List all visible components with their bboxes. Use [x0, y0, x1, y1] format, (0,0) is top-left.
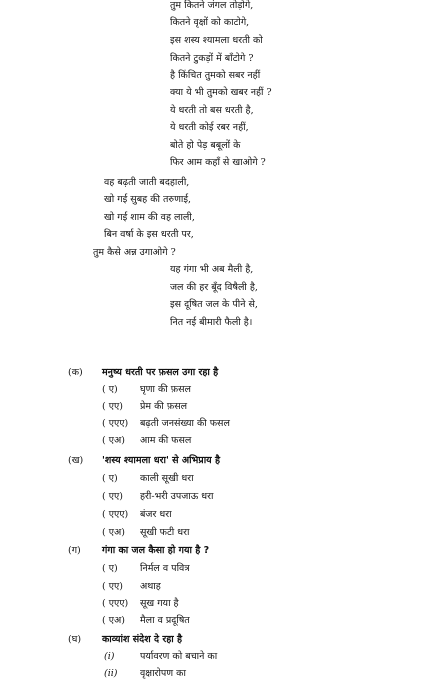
- poem-line: बोते हो पेड़ बबूलों के: [170, 140, 241, 151]
- question-number: (ग): [68, 545, 81, 556]
- poem-line: तुम कितने जंगल तोड़ोगे,: [170, 0, 254, 11]
- poem-line: बिन वर्षा के इस धरती पर,: [104, 229, 194, 240]
- question-text: मनुष्य धरती पर फ़सल उगा रहा है: [102, 367, 219, 378]
- poem-line: इस शस्य श्यामला धरती को: [170, 35, 263, 46]
- poem-line: कितने वृक्षों को काटोगे,: [170, 17, 250, 28]
- poem-line: वह बढ़ती जाती बदहाली,: [104, 177, 190, 188]
- option-label: ( एएए): [102, 509, 129, 520]
- option-text: काली सूखी धरा: [140, 473, 194, 484]
- poem-line: कितने टुकड़ों में बाँटोगे ?: [170, 53, 254, 64]
- poem-line: फिर आम कहाँ से खाओगे ?: [170, 157, 266, 168]
- poem-line: खो गई शाम की वह लाली,: [104, 212, 195, 223]
- option-text: अथाह: [140, 581, 161, 592]
- option-label: ( एएए): [102, 598, 129, 609]
- option-text: प्रेम की फ़सल: [140, 401, 188, 412]
- question-text: काव्यांश संदेश दे रहा है: [102, 634, 183, 645]
- option-label: ( एअ): [102, 435, 125, 446]
- poem-line: है किंचित तुमको सबर नहीं: [170, 70, 261, 81]
- option-text: हरी-भरी उपजाऊ धरा: [140, 491, 214, 502]
- option-text: मैला व प्रदूषित: [140, 615, 190, 626]
- option-label: ( एअ): [102, 527, 125, 538]
- poem-line: खो गई सुबह की तरुणाई,: [104, 194, 192, 205]
- option-text: बंजर धरा: [140, 509, 172, 520]
- option-text: बढ़ती जनसंख्या की फसल: [140, 418, 230, 429]
- question-text: 'शस्य श्यामला धरा' से अभिप्राय है: [102, 455, 221, 466]
- poem-line: यह गंगा भी अब मैली है,: [170, 264, 254, 275]
- question-number: (घ): [68, 634, 82, 645]
- option-text: आम की फसल: [140, 435, 192, 446]
- option-label: ( एएए): [102, 418, 129, 429]
- poem-line: तुम कैसे अन्न उगाओगे ?: [93, 247, 176, 258]
- question-number: (क): [68, 367, 83, 378]
- question-text: गंगा का जल कैसा हो गया है ?: [102, 545, 210, 556]
- option-label: ( एए): [102, 491, 123, 502]
- poem-line: ये धरती तो बस धरती है,: [170, 105, 254, 116]
- option-label: ( ए): [102, 473, 118, 484]
- option-label: ( ए): [102, 563, 118, 574]
- option-text: सूख गया है: [140, 598, 179, 609]
- option-text: घृणा की फ़सल: [140, 384, 191, 395]
- option-label: ( एअ): [102, 615, 125, 626]
- poem-line: नित नई बीमारी फैली है।: [170, 317, 253, 328]
- poem-line: ये धरती कोई रबर नहीं,: [170, 122, 249, 133]
- poem-line: जल की हर बूँद विषैली है,: [170, 282, 258, 293]
- question-number: (ख): [68, 455, 84, 466]
- option-text: पर्यावरण को बचाने का: [140, 651, 218, 662]
- poem-line: इस दूषित जल के पीने से,: [170, 299, 258, 310]
- option-text: निर्मल व पवित्र: [140, 563, 190, 574]
- option-label: ( एए): [102, 581, 123, 592]
- option-label: (i): [104, 651, 115, 662]
- option-label: (ii): [104, 668, 118, 679]
- poem-line: क्या ये भी तुमको खबर नहीं ?: [170, 87, 272, 98]
- option-label: ( ए): [102, 384, 118, 395]
- option-label: ( एए): [102, 401, 123, 412]
- option-text: सूखी फटी धरा: [140, 527, 190, 538]
- option-text: वृक्षारोपण का: [140, 668, 186, 679]
